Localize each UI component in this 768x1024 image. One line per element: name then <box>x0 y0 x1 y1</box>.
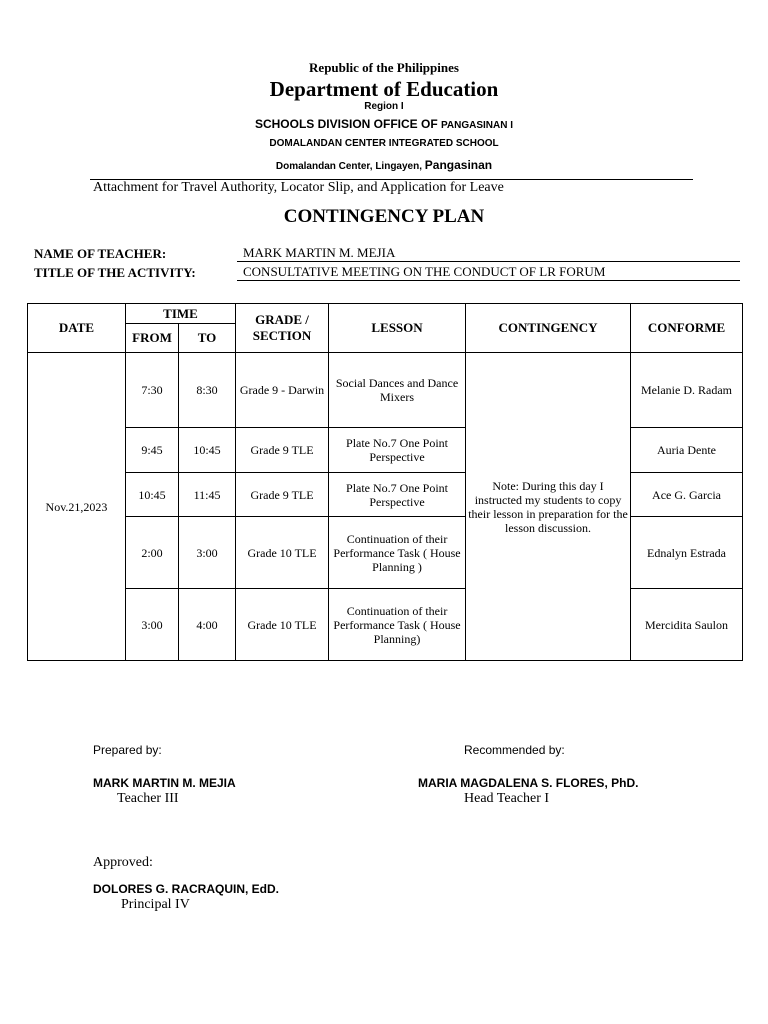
conforme-cell: Auria Dente <box>631 428 743 473</box>
from-cell: 2:00 <box>126 517 179 589</box>
header-time: TIME <box>126 304 236 324</box>
teacher-value: MARK MARTIN M. MEJIA <box>237 244 740 262</box>
table-row <box>28 589 743 661</box>
lesson-cell: Plate No.7 One Point Perspective <box>329 473 466 517</box>
sdo-place: PANGASINAN I <box>440 120 514 131</box>
conforme-cell: Mercidita Saulon <box>631 589 743 661</box>
header-lesson: LESSON <box>329 304 466 353</box>
from-cell: 7:30 <box>126 353 179 428</box>
recommended-position: Head Teacher I <box>464 791 550 806</box>
address-province: Pangasinan <box>424 158 493 172</box>
grade-cell: Grade 10 TLE <box>236 589 329 661</box>
contingency-table <box>27 303 743 661</box>
from-cell: 9:45 <box>126 428 179 473</box>
lesson-cell: Continuation of their Performance Task ( House Planning) <box>329 589 466 661</box>
conforme-cell: Ace G. Garcia <box>631 473 743 517</box>
date-cell: Nov.21,2023 <box>28 353 126 661</box>
republic-heading: Republic of the Philippines <box>309 60 459 75</box>
header-from: FROM <box>126 324 179 353</box>
activity-label: TITLE OF THE ACTIVITY: <box>34 265 196 280</box>
recommended-name: MARIA MAGDALENA S. FLORES, PhD. <box>418 776 639 790</box>
attachment-note: Attachment for Travel Authority, Locator Slip, and Application for Leave <box>93 180 504 195</box>
address-heading <box>0 158 768 172</box>
header-contingency: CONTINGENCY <box>466 304 631 353</box>
document-title: CONTINGENCY PLAN <box>283 206 485 227</box>
from-cell: 3:00 <box>126 589 179 661</box>
conforme-cell: Ednalyn Estrada <box>631 517 743 589</box>
approved-label: Approved: <box>93 855 153 870</box>
grade-cell: Grade 10 TLE <box>236 517 329 589</box>
lesson-cell: Social Dances and Dance Mixers <box>329 353 466 428</box>
grade-cell: Grade 9 - Darwin <box>236 353 329 428</box>
table-row <box>28 428 743 473</box>
lesson-cell: Plate No.7 One Point Perspective <box>329 428 466 473</box>
sdo-heading <box>0 117 768 131</box>
approved-name: DOLORES G. RACRAQUIN, EdD. <box>93 882 280 896</box>
header-to: TO <box>179 324 236 353</box>
prepared-position: Teacher III <box>117 791 179 806</box>
header-grade-section: GRADE / SECTION <box>236 304 329 353</box>
to-cell: 11:45 <box>179 473 236 517</box>
recommended-label: Recommended by: <box>464 743 565 757</box>
conforme-cell: Melanie D. Radam <box>631 353 743 428</box>
prepared-name: MARK MARTIN M. MEJIA <box>93 776 236 790</box>
to-cell: 10:45 <box>179 428 236 473</box>
from-cell: 10:45 <box>126 473 179 517</box>
school-heading: DOMALANDAN CENTER INTEGRATED SCHOOL <box>269 138 499 149</box>
approved-position: Principal IV <box>121 897 190 912</box>
to-cell: 3:00 <box>179 517 236 589</box>
sdo-prefix: SCHOOLS DIVISION OFFICE OF <box>254 117 441 131</box>
header-date: DATE <box>28 304 126 353</box>
table-row <box>28 473 743 517</box>
address-prefix: Domalandan Center, Lingayen, <box>275 161 425 172</box>
prepared-label: Prepared by: <box>93 743 162 757</box>
lesson-cell: Continuation of their Performance Task ( House Planning ) <box>329 517 466 589</box>
to-cell: 8:30 <box>179 353 236 428</box>
region-heading: Region I <box>364 101 404 112</box>
table-row <box>28 517 743 589</box>
activity-value: CONSULTATIVE MEETING ON THE CONDUCT OF LR FORUM <box>237 263 740 281</box>
contingency-cell: Note: During this day I instructed my students to copy their lesson in preparation for the lesson discussion. <box>466 353 631 661</box>
to-cell: 4:00 <box>179 589 236 661</box>
table-row <box>28 353 743 428</box>
grade-cell: Grade 9 TLE <box>236 428 329 473</box>
grade-cell: Grade 9 TLE <box>236 473 329 517</box>
teacher-label: NAME OF TEACHER: <box>34 246 167 261</box>
department-heading: Department of Education <box>269 77 499 101</box>
header-conforme: CONFORME <box>631 304 743 353</box>
